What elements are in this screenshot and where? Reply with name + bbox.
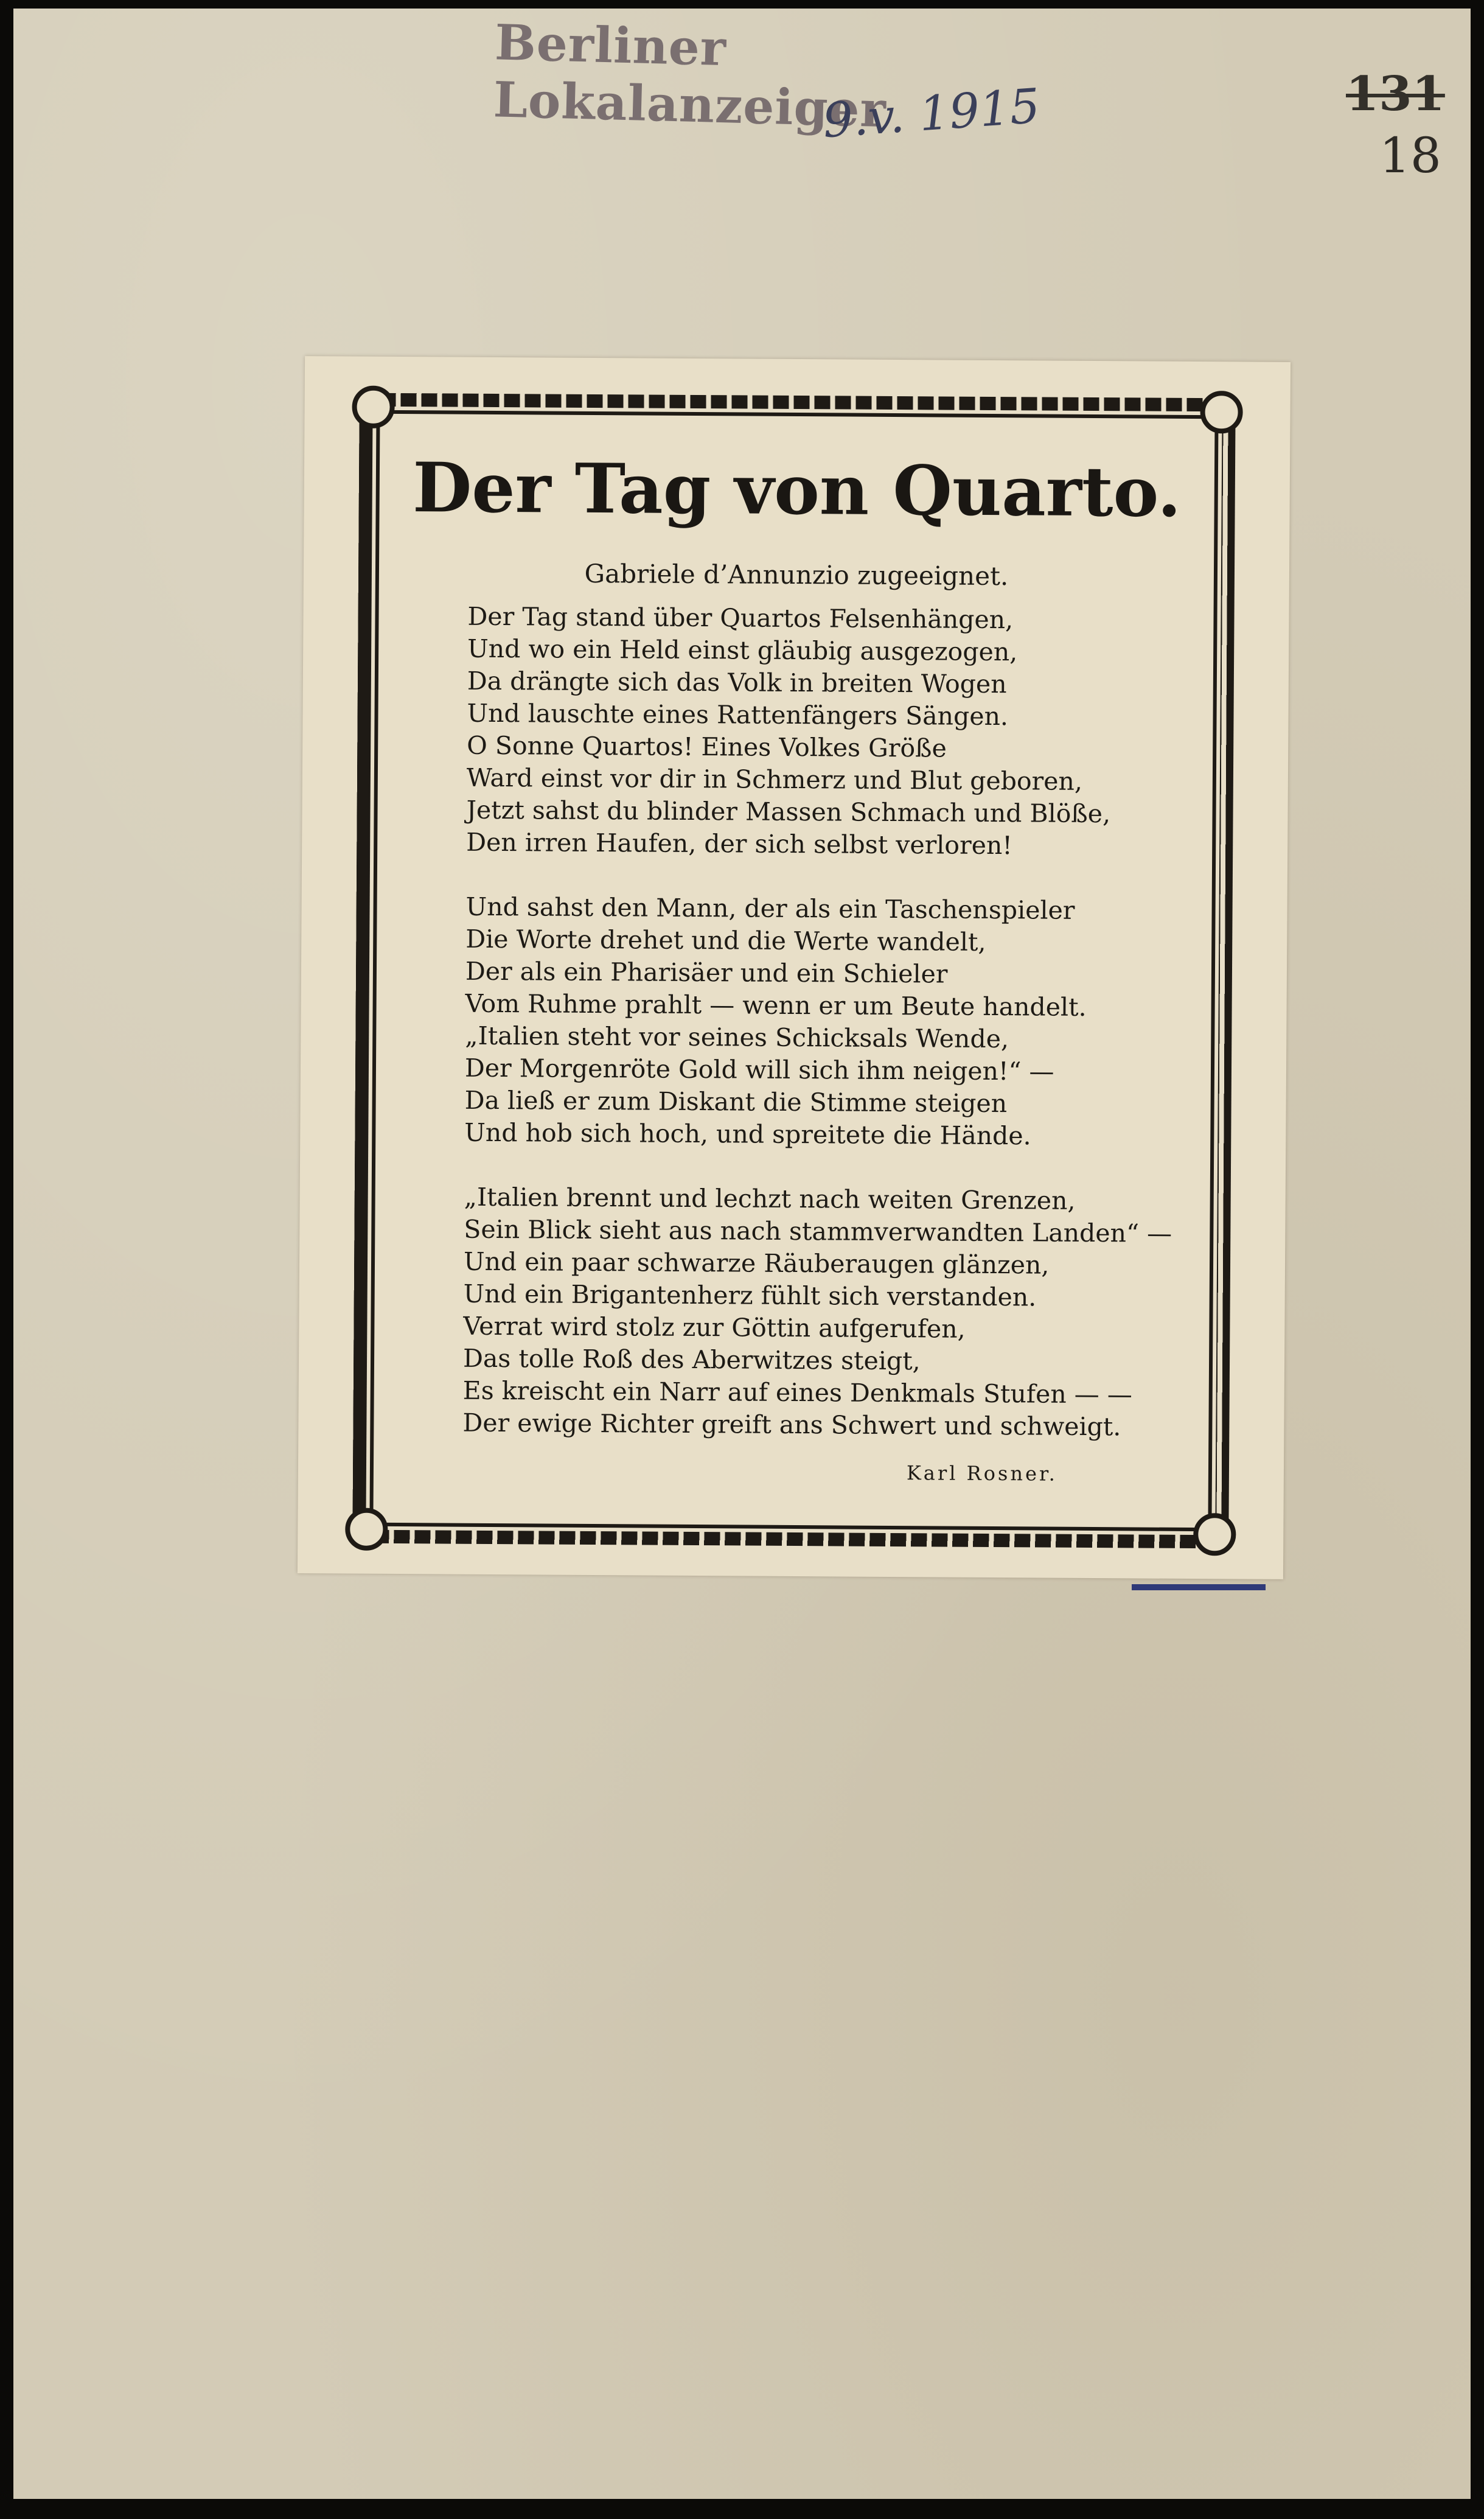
poem-line: Und hob sich hoch, und spreitete die Hände. <box>464 1117 1031 1151</box>
newspaper-stamp: Berliner Lokalanzeiger <box>492 13 887 139</box>
poem-line: Der als ein Pharisäer und ein Schieler <box>465 956 948 989</box>
poem-line: Sein Blick sieht aus nach stammverwandten Landen“ — <box>464 1214 1172 1248</box>
struck-page-number: 131 <box>1346 66 1445 122</box>
blue-pencil-mark-bottom <box>1132 1584 1266 1590</box>
poem-line: Der Tag stand über Quartos Felsenhängen, <box>467 601 1014 635</box>
stanza <box>466 601 1137 863</box>
poem-line: Und lauschte eines Rattenfängers Sängen. <box>467 698 1009 732</box>
poem-line: Ward einst vor dir in Schmerz und Blut geboren, <box>466 763 1083 796</box>
stanza <box>464 891 1135 1153</box>
poem-line: Und ein Brigantenherz fühlt sich verstanden. <box>463 1279 1037 1312</box>
poem-line: Den irren Haufen, der sich selbst verloren! <box>466 827 1012 861</box>
poem-title: Der Tag von Quarto. <box>412 448 1182 533</box>
poem-line: „Italien steht vor seines Schicksals Wende, <box>465 1021 1009 1054</box>
poem-line: Da ließ er zum Diskant die Stimme steigen <box>464 1085 1008 1119</box>
poem-line: „Italien brennt und lechzt nach weiten Grenzen, <box>464 1182 1076 1215</box>
corner-ornament-top-right <box>1200 391 1242 433</box>
corner-ornament-top-left <box>352 386 394 428</box>
poem-line: O Sonne Quartos! Eines Volkes Größe <box>467 730 947 763</box>
poem-line: Die Worte drehet und die Werte wandelt, <box>465 924 986 957</box>
poem-line: Und wo ein Held einst gläubig ausgezogen, <box>467 634 1018 667</box>
poem-line: Und ein paar schwarze Räuberaugen glänzen, <box>463 1246 1050 1280</box>
poem-line: Und sahst den Mann, der als ein Taschenspieler <box>465 892 1075 925</box>
poem-body <box>462 601 1172 1476</box>
poem-line: Der ewige Richter greift ans Schwert und schweigt. <box>462 1408 1121 1442</box>
corner-ornament-bottom-left <box>345 1508 388 1551</box>
newspaper-clipping <box>298 356 1291 1579</box>
poem-line: Es kreischt ein Narr auf eines Denkmals Stufen — — <box>462 1375 1132 1410</box>
poem-line: Jetzt sahst du blinder Massen Schmach und Blöße, <box>466 795 1111 829</box>
poem-line: Vom Ruhme prahlt — wenn er um Beute handelt. <box>465 988 1087 1022</box>
poem-line: Da drängte sich das Volk in breiten Wogen <box>467 666 1007 699</box>
page-number: 18 <box>1379 127 1441 184</box>
poem-author: Karl Rosner. <box>906 1461 1058 1486</box>
corner-ornament-bottom-right <box>1193 1513 1236 1556</box>
poem-line: Verrat wird stolz zur Göttin aufgerufen, <box>463 1311 966 1344</box>
stanza <box>462 1181 1172 1444</box>
poem-line: Das tolle Roß des Aberwitzes steigt, <box>462 1343 921 1376</box>
poem-line: Der Morgenröte Gold will sich ihm neigen!“ — <box>464 1053 1054 1086</box>
poem-dedication: Gabriele d’Annunzio zugeeignet. <box>584 558 1009 592</box>
handwritten-date: 9.v. 1915 <box>821 79 1042 149</box>
